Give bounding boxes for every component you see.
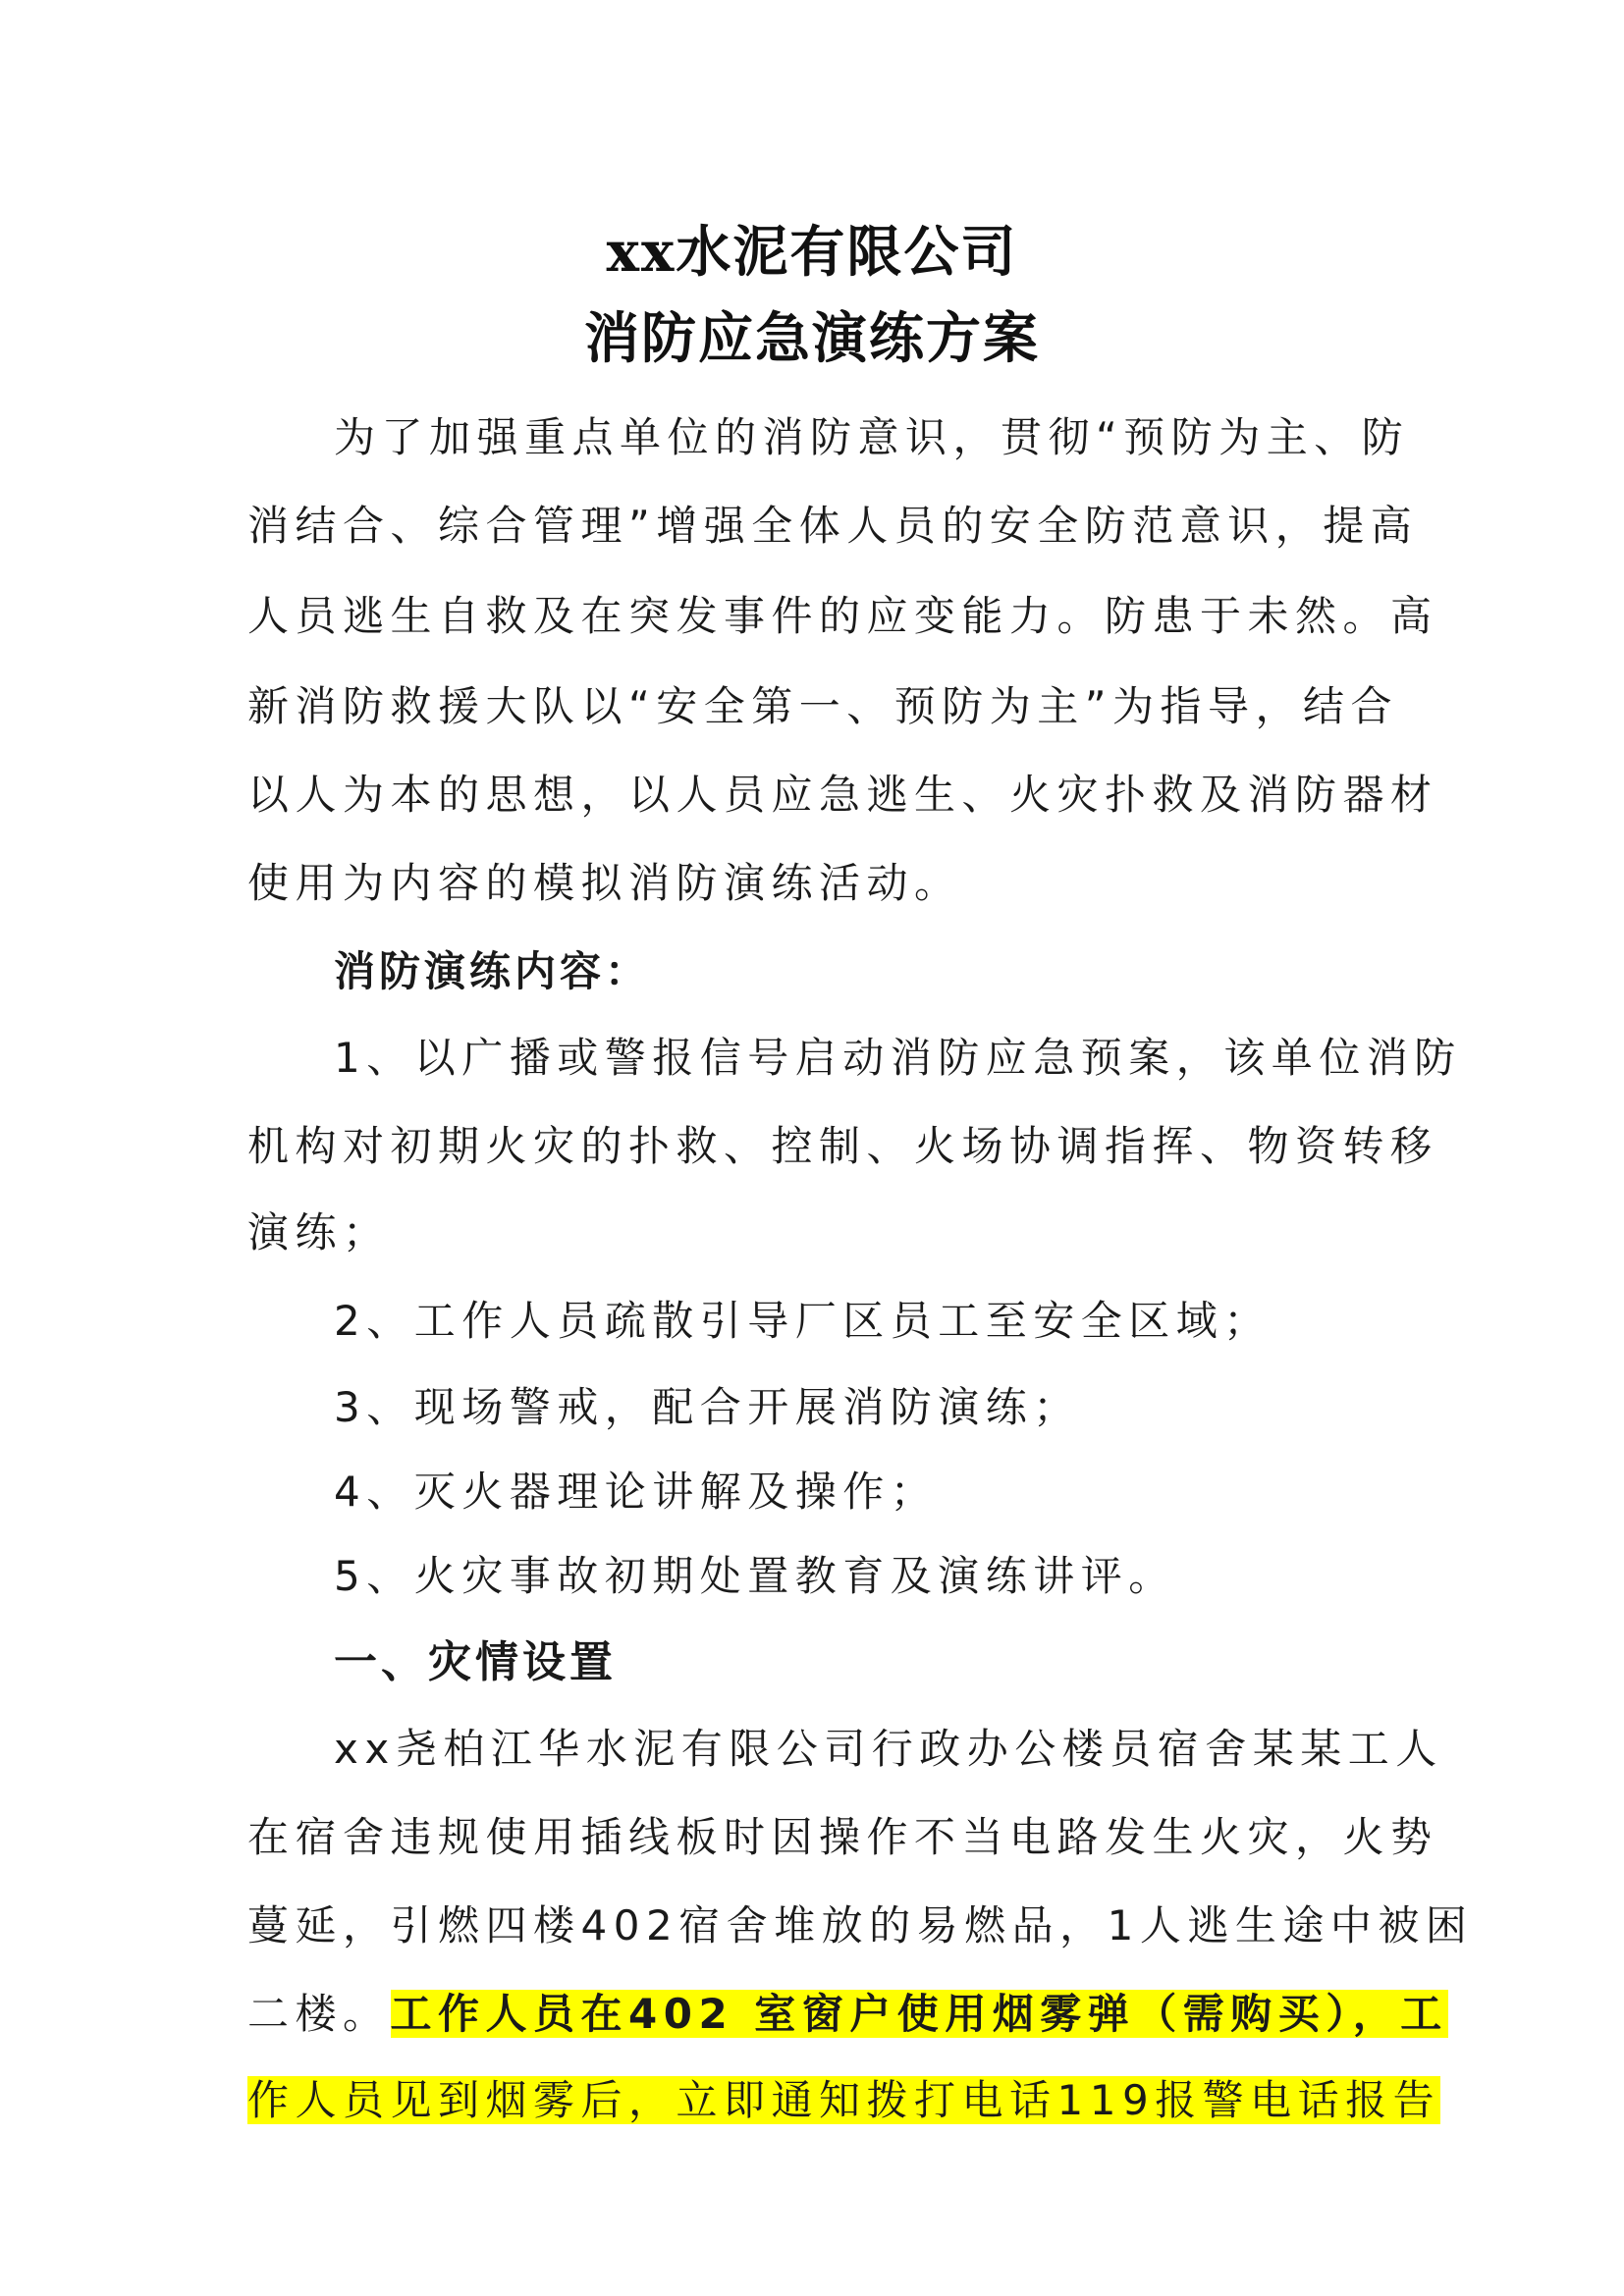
item-line: 5、火灾事故初期处置教育及演练讲评。	[334, 1552, 1176, 1600]
item-line: 机构对初期火灾的扑救、控制、火场协调指挥、物资转移	[247, 1122, 1438, 1170]
intro-line: 人员逃生自救及在突发事件的应变能力。防患于未然。高	[247, 592, 1438, 640]
content-heading: 消防演练内容：	[334, 947, 651, 995]
section-line: 蔓延，引燃四楼402宿舍堆放的易燃品，1人逃生途中被困	[247, 1901, 1474, 1949]
document-title-plan: 消防应急演练方案	[584, 306, 1040, 371]
item-line: 3、现场警戒，配合开展消防演练；	[334, 1383, 1081, 1431]
section-line	[247, 2071, 1440, 2130]
intro-line: 为了加强重点单位的消防意识，贯彻“预防为主、防	[334, 413, 1410, 461]
section-line: 在宿舍违规使用插线板时因操作不当电路发生火灾，火势	[247, 1813, 1438, 1861]
section-line-prefix: 二楼。	[247, 1990, 391, 2038]
item-line: 1、以广播或警报信号启动消防应急预案，该单位消防	[334, 1034, 1462, 1082]
highlighted-text: 作人员见到烟雾后，立即通知拨打电话119报警电话报告	[247, 2076, 1441, 2124]
intro-line: 使用为内容的模拟消防演练活动。	[247, 859, 962, 907]
item-line: 2、工作人员疏散引导厂区员工至安全区域；	[334, 1297, 1272, 1345]
section-heading: 一、灾情设置	[334, 1637, 617, 1687]
section-line	[247, 1985, 1448, 2044]
intro-line: 新消防救援大队以“安全第一、预防为主”为指导，结合	[247, 682, 1399, 730]
highlighted-text: 工作人员在402 室窗户使用烟雾弹（需购买），工	[390, 1990, 1448, 2038]
document-title-company: xx水泥有限公司	[606, 220, 1018, 285]
item-line: 4、灭火器理论讲解及操作；	[334, 1468, 939, 1516]
intro-line: 消结合、综合管理”增强全体人员的安全防范意识，提高	[247, 502, 1419, 550]
section-line: xx尧柏江华水泥有限公司行政办公楼员宿舍某某工人	[334, 1725, 1443, 1773]
item-line: 演练；	[247, 1208, 391, 1256]
intro-line: 以人为本的思想，以人员应急逃生、火灾扑救及消防器材	[247, 771, 1438, 819]
